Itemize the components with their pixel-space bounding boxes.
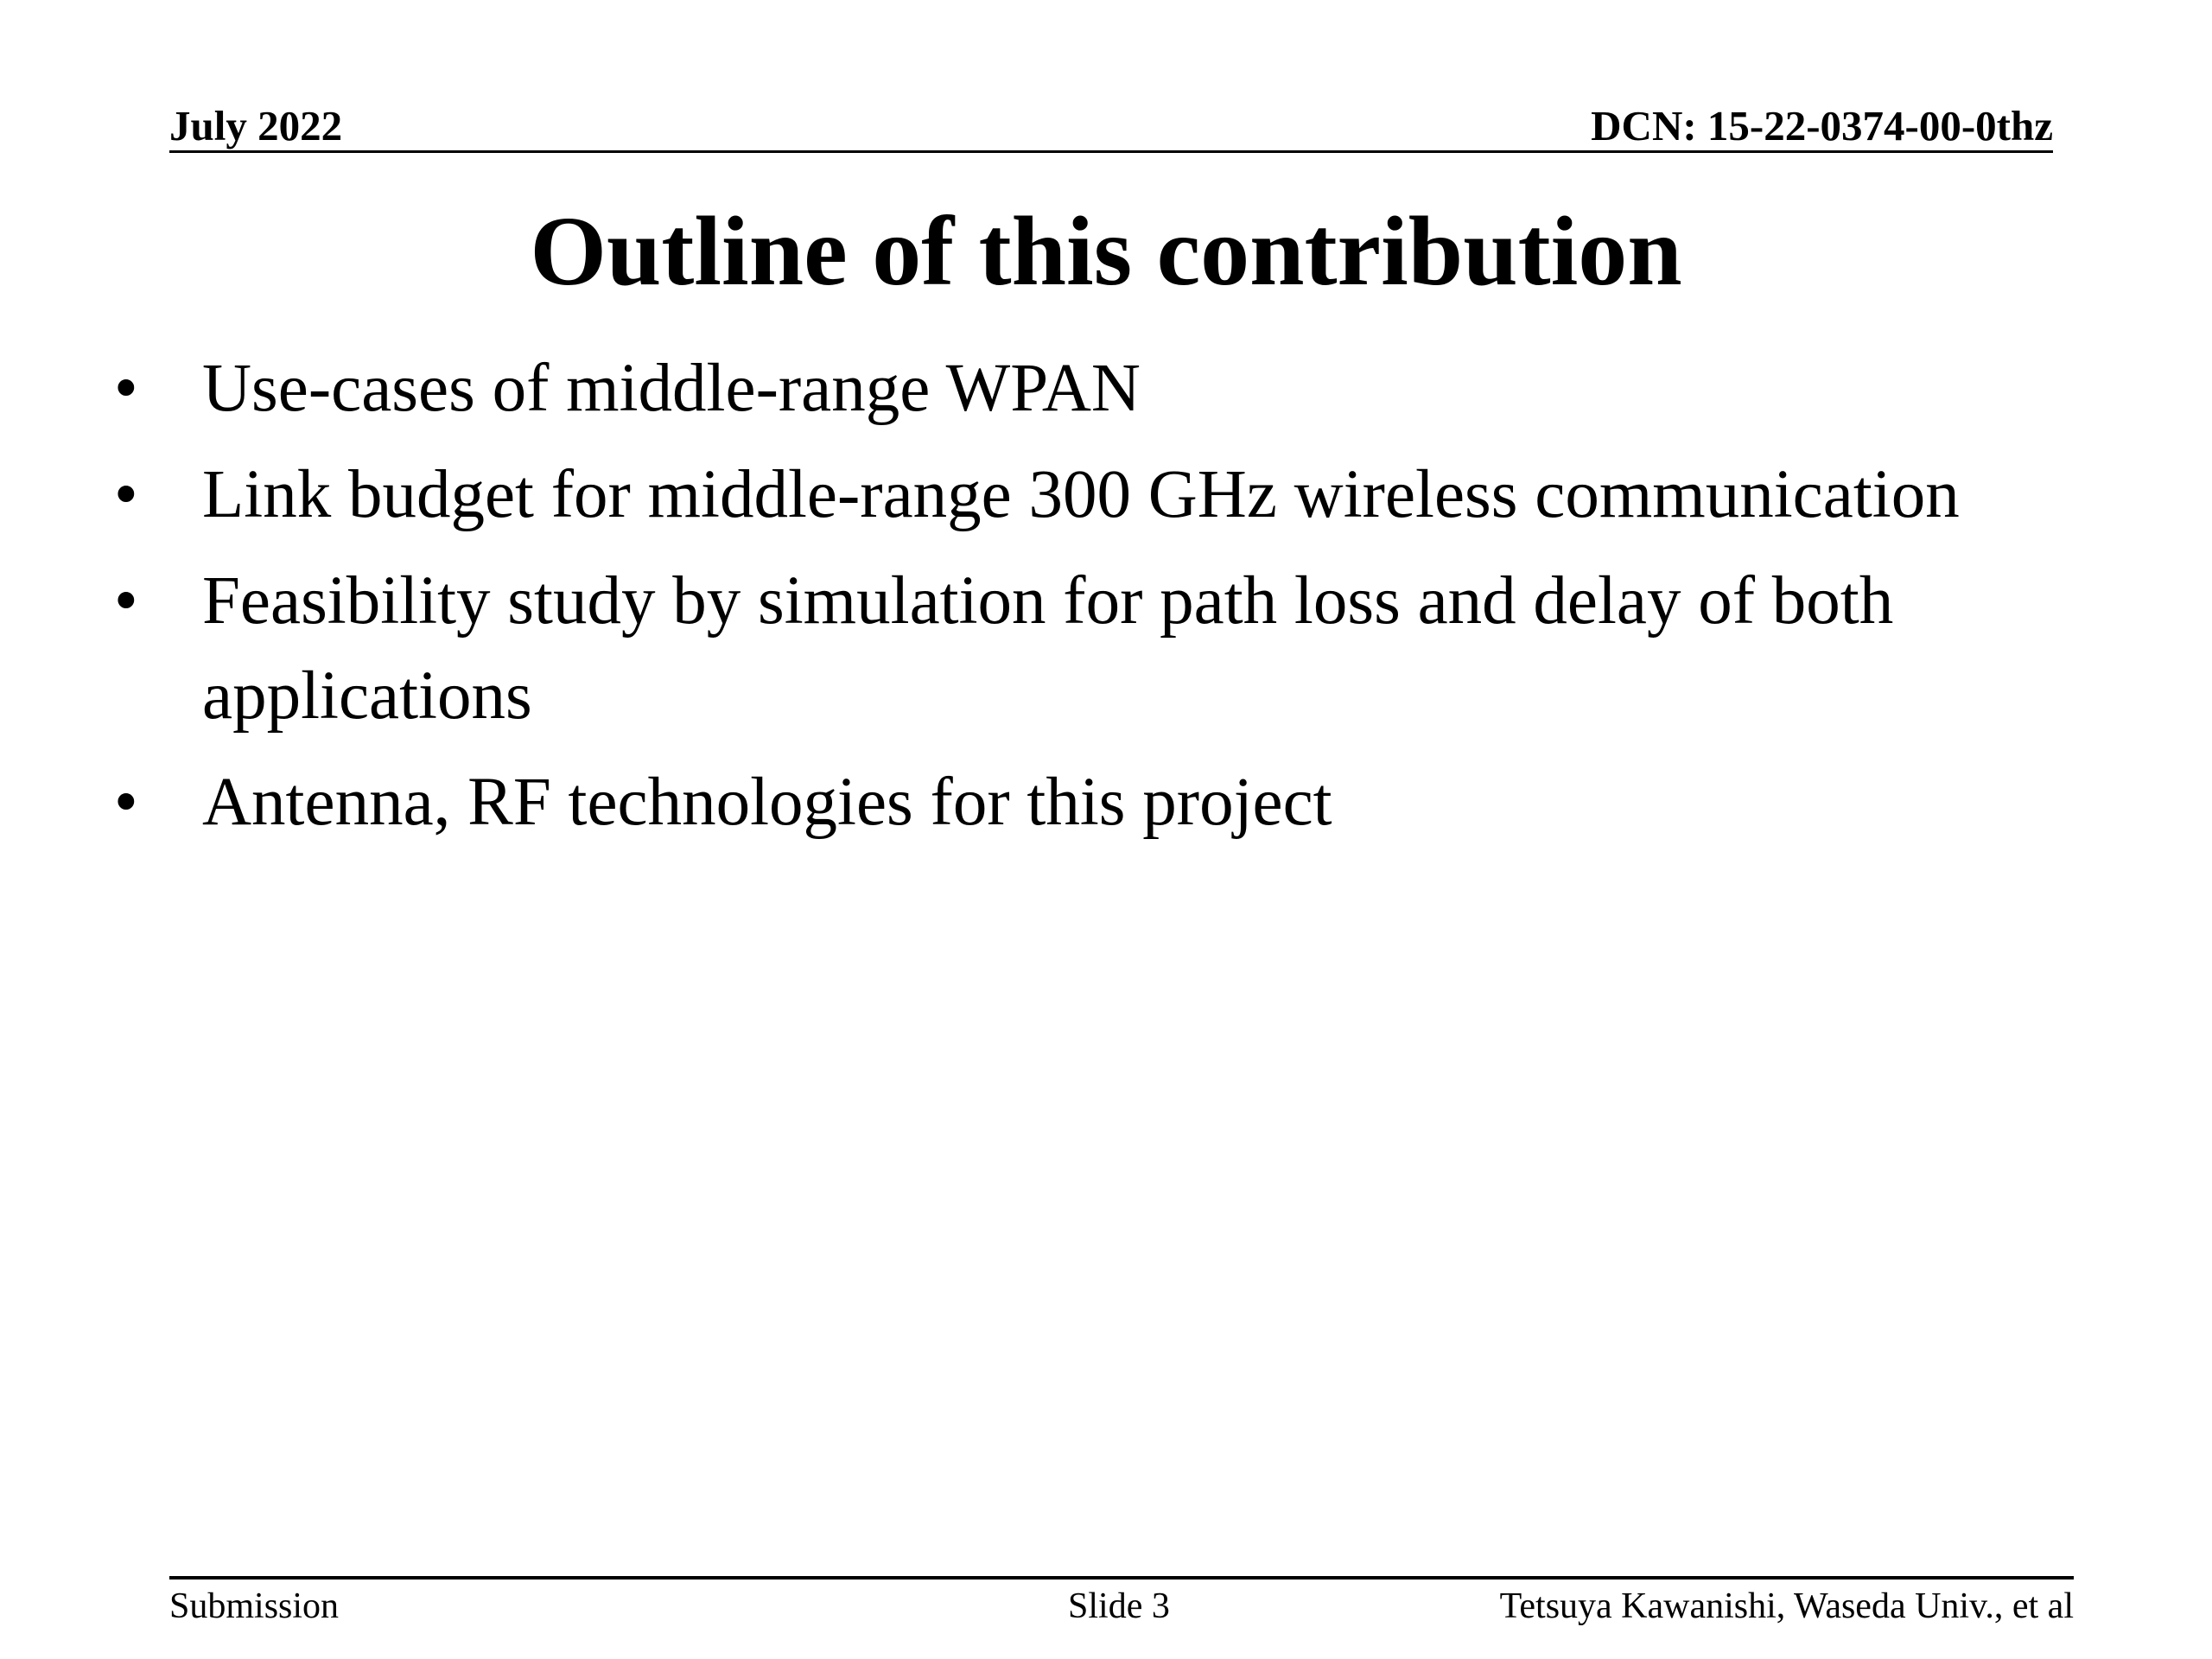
footer-submission: Submission — [169, 1586, 340, 1626]
bullet-dot-icon: • — [114, 457, 138, 532]
bullet-text: Feasibility study by simulation for path loss and delay of both applications — [202, 563, 1894, 734]
bullet-item — [114, 755, 2188, 850]
bullet-item — [114, 448, 2188, 543]
slide-footer — [169, 1576, 2074, 1628]
bullet-text: Antenna, RF technologies for this project — [202, 765, 1332, 840]
bullet-text: Link budget for middle-range 300 GHz wireless communication — [202, 457, 1960, 532]
bullet-dot-icon: • — [114, 563, 138, 639]
footer-authors: Tetsuya Kawanishi, Waseda Univ., et al — [1499, 1586, 2074, 1626]
slide-title: Outline of this contribution — [530, 196, 1682, 306]
bullet-text: Use-cases of middle-range WPAN — [202, 351, 1141, 426]
slide-header — [169, 97, 2053, 153]
footer-slide-number: Slide 3 — [1068, 1586, 1170, 1626]
header-date: July 2022 — [169, 102, 343, 149]
header-dcn: DCN: 15-22-0374-00-0thz — [1591, 102, 2053, 149]
bullet-item — [114, 341, 2188, 436]
bullet-list — [114, 341, 2188, 861]
bullet-dot-icon: • — [114, 351, 138, 426]
bullet-dot-icon: • — [114, 765, 138, 840]
bullet-item — [114, 554, 2188, 744]
